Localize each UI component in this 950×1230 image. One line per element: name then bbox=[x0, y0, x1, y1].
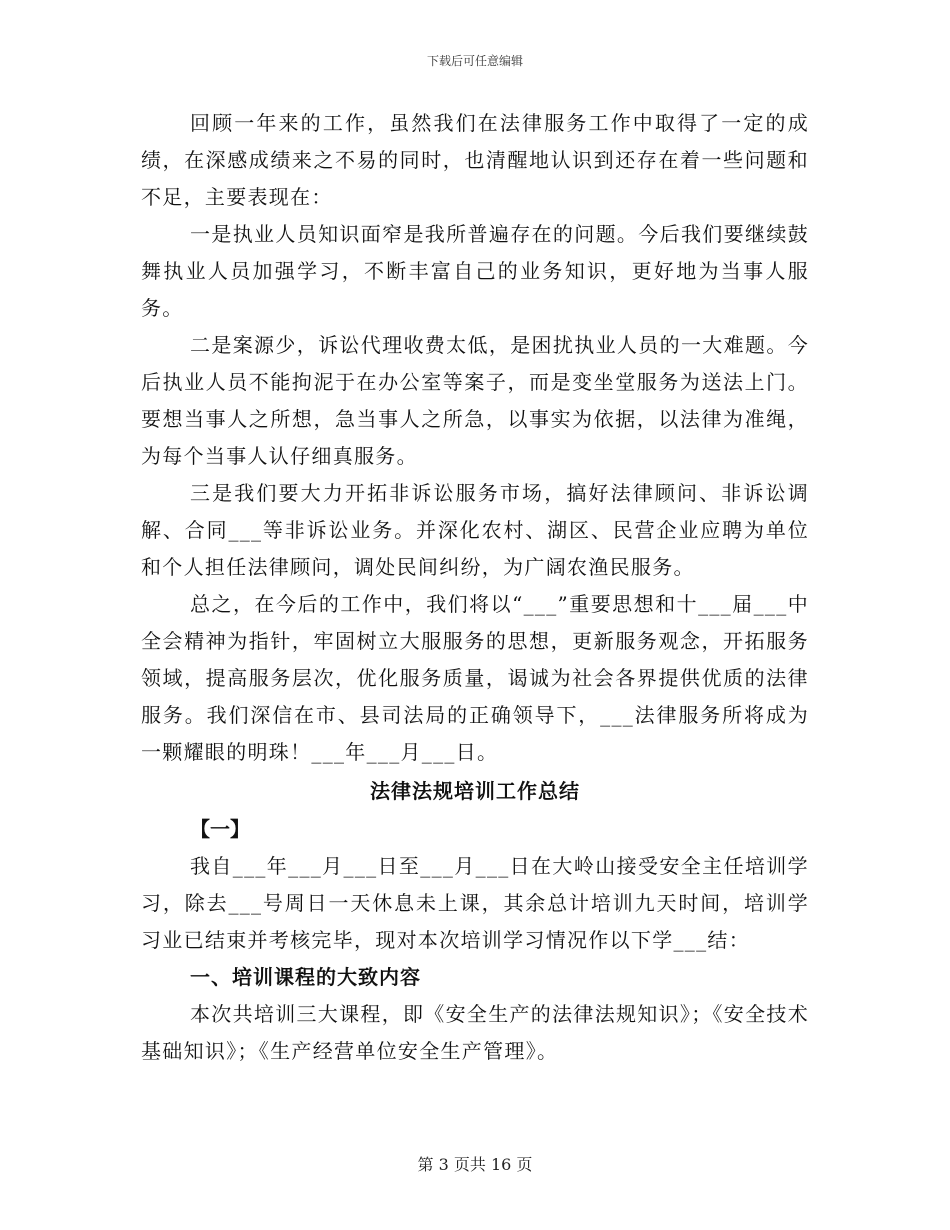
section-title: 法律法规培训工作总结 bbox=[370, 779, 580, 803]
paragraph-training-intro: 我自___年___月___日至___月___日在大岭山接受安全主任培训学习，除去___号周日一天休息未上课，其余总计培训九天时间，培训学习业已结束并考核完毕，现对本次培训学习情况作以下学___结： bbox=[141, 854, 809, 952]
sub-heading-course-content: 一、培训课程的大致内容 bbox=[190, 965, 421, 989]
paragraph-course-list: 本次共培训三大课程，即《安全生产的法律法规知识》；《安全技术基础知识》；《生产经营单位安全生产管理》。 bbox=[141, 1002, 809, 1063]
header-note: 下载后可任意编辑 bbox=[426, 54, 523, 68]
paragraph-issue-3: 三是我们要大力开拓非诉讼服务市场，搞好法律顾问、非诉讼调解、合同___等非诉讼业务。并深化农村、湖区、民营企业应聘为单位和个人担任法律顾问，调处民间纠纷，为广阔农渔民服务。 bbox=[141, 481, 809, 579]
section-mark: 【一】 bbox=[190, 817, 250, 841]
paragraph-issue-2: 二是案源少，诉讼代理收费太低，是困扰执业人员的一大难题。今后执业人员不能拘泥于在办公室等案子，而是变坐堂服务为送法上门。要想当事人之所想，急当事人之所急，以事实为依据，以法律为准绳，为每个当事人认仔细真服务。 bbox=[141, 333, 809, 468]
paragraph-issue-1: 一是执业人员知识面窄是我所普遍存在的问题。今后我们要继续鼓舞执业人员加强学习，不断丰富自己的业务知识，更好地为当事人服务。 bbox=[141, 222, 809, 320]
paragraph-review: 回顾一年来的工作，虽然我们在法律服务工作中取得了一定的成绩，在深感成绩来之不易的同时，也清醒地认识到还存在着一些问题和不足，主要表现在： bbox=[141, 111, 809, 209]
document-body bbox=[141, 105, 809, 1070]
page-number-footer: 第 3 页共 16 页 bbox=[417, 1155, 533, 1174]
paragraph-conclusion: 总之，在今后的工作中，我们将以“___”重要思想和十___届___中全会精神为指针，牢固树立大服服务的思想，更新服务观念，开拓服务领域，提高服务层次，优化服务质量，谒诚为社会各界提供优质的法律服务。我们深信在市、县司法局的正确领导下，___法律服务所将成为一颗耀眼的明珠！___年___月___日。 bbox=[141, 592, 809, 764]
